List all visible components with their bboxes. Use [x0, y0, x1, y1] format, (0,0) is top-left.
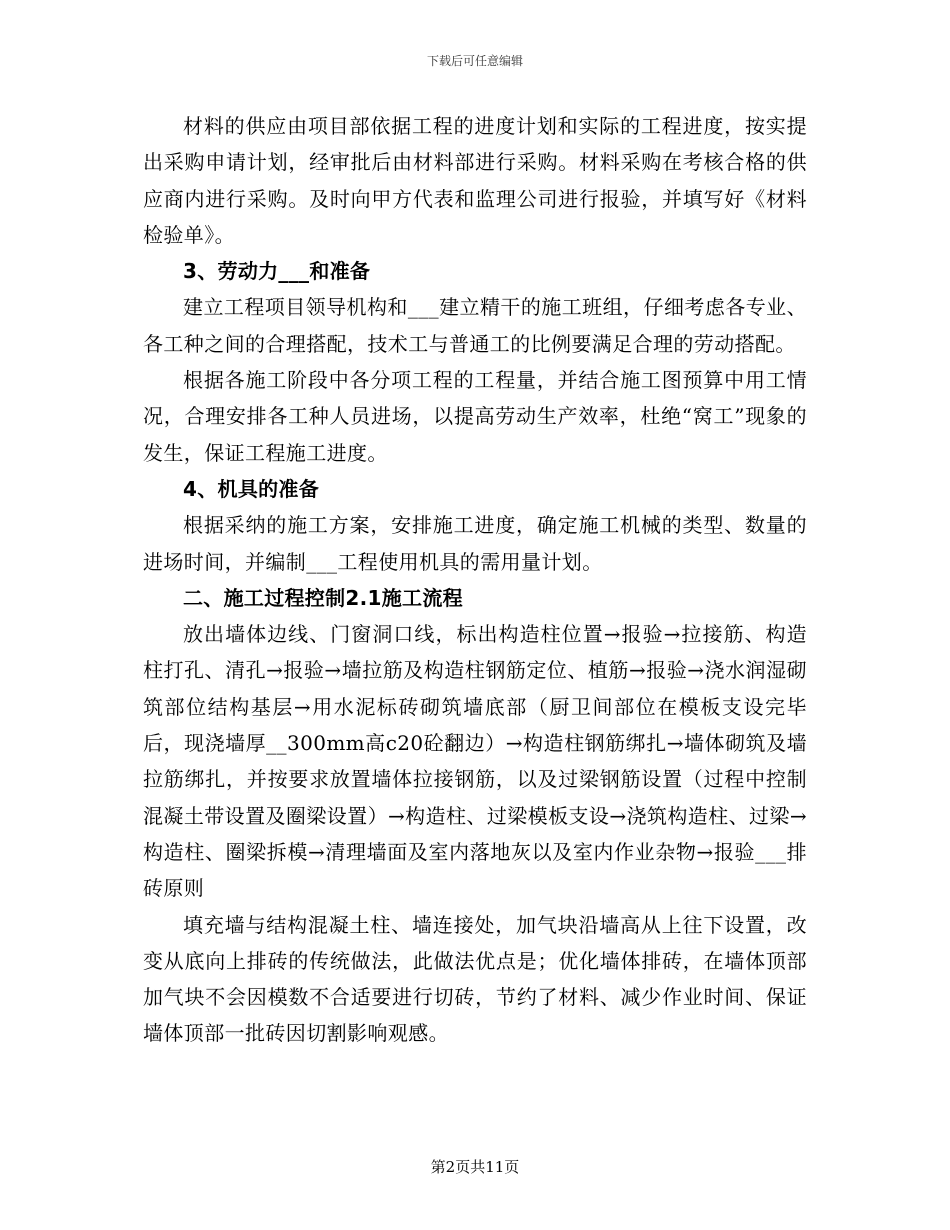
paragraph-labor-scheduling: 根据各施工阶段中各分项工程的工程量，并结合施工图预算中用工情况，合理安排各工种人员进场，以提高劳动生产效率，杜绝“窝工”现象的发生，保证工程施工进度。	[143, 368, 807, 465]
paragraph-construction-flow: 放出墙体边线、门窗洞口线，标出构造柱位置→报验→拉接筋、构造柱打孔、清孔→报验→墙拉筋及构造柱钢筋定位、植筋→报验→浇水润湿砌筑部位结构基层→用水泥标砖砌筑墙底部（厨卫间部位在模板支设完毕后，现浇墙厚__300mm高c20砼翻边）→构造柱钢筋绑扎→墙体砌筑及墙拉筋绑扎，并按要求放置墙体拉接钢筋，以及过梁钢筋设置（过程中控制混凝土带设置及圈梁设置）→构造柱、过梁模板支设→浇筑构造柱、过梁→构造柱、圈梁拆模→清理墙面及室内落地灰以及室内作业杂物→报验___排砖原则	[143, 622, 807, 901]
document-body	[143, 108, 807, 1052]
page-number: 第2页共11页	[430, 1158, 520, 1176]
heading-construction-process: 二、施工过程控制2.1施工流程	[183, 585, 463, 610]
paragraph-brick-principle: 填充墙与结构混凝土柱、墙连接处，加气块沿墙高从上往下设置，改变从底向上排砖的传统做法，此做法优点是；优化墙体排砖，在墙体顶部加气块不会因模数不合适要进行切砖，节约了材料、减少作业时间、保证墙体顶部一批砖因切割影响观感。	[143, 912, 807, 1046]
heading-equipment-preparation: 4、机具的准备	[183, 476, 320, 501]
paragraph-material-supply: 材料的供应由项目部依据工程的进度计划和实际的工程进度，按实提出采购申请计划，经审批后由材料部进行采购。材料采购在考核合格的供应商内进行采购。及时向甲方代表和监理公司进行报验，并填写好《材料检验单》。	[143, 114, 807, 247]
paragraph-equipment-plan: 根据采纳的施工方案，安排施工进度，确定施工机械的类型、数量的进场时间，并编制___工程使用机具的需用量计划。	[143, 513, 807, 574]
page-header: 下载后可任意编辑	[426, 54, 523, 68]
paragraph-project-organization: 建立工程项目领导机构和___建立精干的施工班组，仔细考虑各专业、各工种之间的合理搭配，技术工与普通工的比例要满足合理的劳动搭配。	[143, 295, 807, 356]
heading-labor-preparation: 3、劳动力___和准备	[183, 259, 371, 284]
